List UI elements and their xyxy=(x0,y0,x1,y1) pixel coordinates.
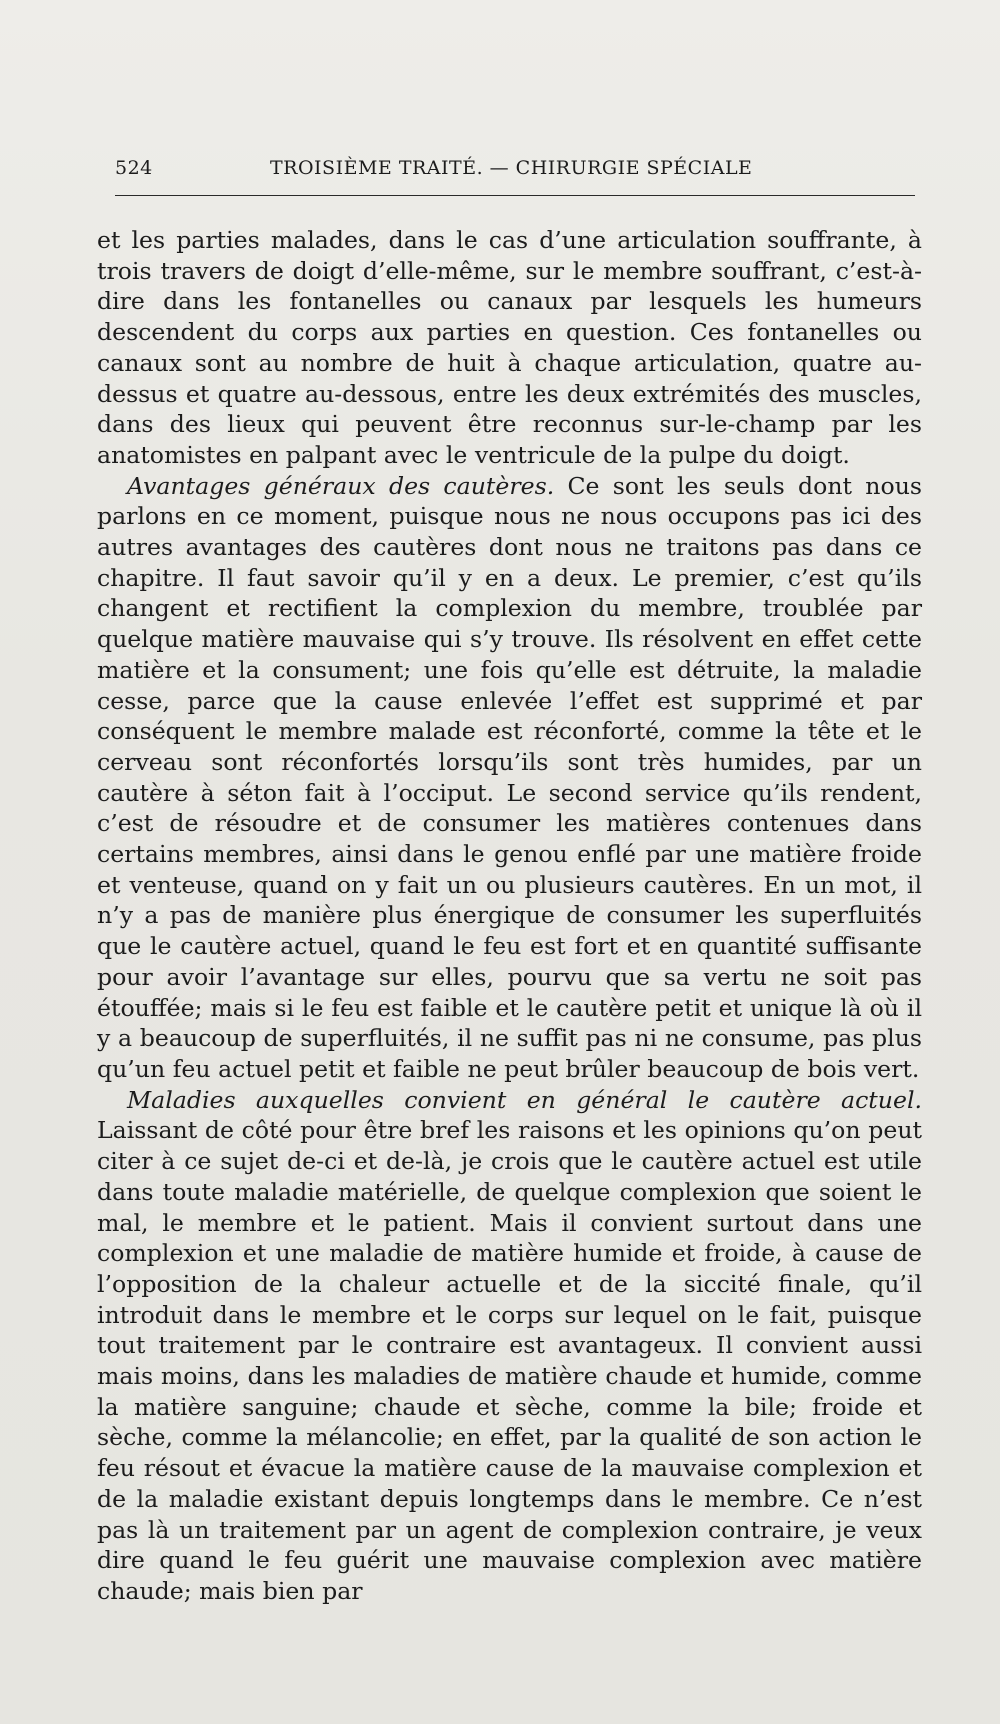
paragraph-diseases xyxy=(97,1085,922,1607)
paragraph-text: Laissant de côté pour être bref les raisons et les opinions qu’on peut citer à ce sujet de-ci et de-là, je crois que le cautère actuel est utile dans toute maladie matérielle, de quelque complexion que soient le mal, le membre et le patient. Mais il convient surtout dans une complexion et une maladie de matière humide et froide, à cause de l’opposition de la chaleur actuelle et de la siccité finale, qu’il introduit dans le membre et le corps sur lequel on le fait, puisque tout traitement par le contraire est avantageux. Il convient aussi mais moins, dans les maladies de matière chaude et humide, comme la matière sanguine; chaude et sèche, comme la bile; froide et sèche, comme la mélancolie; en effet, par la qualité de son action le feu résout et évacue la matière cause de la mauvaise complexion et de la maladie existant depuis longtemps dans le membre. Ce n’est pas là un traitement par un agent de complexion contraire, je veux dire quand le feu guérit une mauvaise complexion avec matière chaude; mais bien par xyxy=(97,1116,922,1605)
running-title: TROISIÈME TRAITÉ. — CHIRURGIE SPÉCIALE xyxy=(270,157,753,179)
header-rule xyxy=(115,195,915,196)
section-heading: Maladies auxquelles convient en général le cautère actuel. xyxy=(127,1085,922,1114)
running-head xyxy=(115,157,915,187)
section-heading: Avantages généraux des cautères. xyxy=(127,471,555,500)
body-text xyxy=(97,225,922,1607)
paragraph-continuation xyxy=(97,225,922,471)
paragraph-advantages xyxy=(97,471,922,1085)
paragraph-text: Ce sont les seuls dont nous parlons en ce moment, puisque nous ne nous occupons pas ici des autres avantages des cautères dont nous ne traitons pas dans ce chapitre. Il faut savoir qu’il y en a deux. Le premier, c’est qu’ils changent et rectifient la complexion du membre, troublée par quelque matière mauvaise qui s’y trouve. Ils résolvent en effet cette matière et la consument; une fois qu’elle est détruite, la maladie cesse, parce que la cause enlevée l’effet est supprimé et par conséquent le membre malade est réconforté, comme la tête et le cerveau sont réconfortés lorsqu’ils sont très humides, par un cautère à séton fait à l’occiput. Le second service qu’ils rendent, c’est de résoudre et de consumer les matières contenues dans certains membres, ainsi dans le genou enflé par une matière froide et venteuse, quand on y fait un ou plusieurs cautères. En un mot, il n’y a pas de manière plus énergique de consumer les superfluités que le cautère actuel, quand le feu est fort et en quantité suffisante pour avoir l’avantage sur elles, pourvu que sa vertu ne soit pas étouffée; mais si le feu est faible et le cautère petit et unique là où il y a beaucoup de superfluités, il ne suffit pas ni ne consume, pas plus qu’un feu actuel petit et faible ne peut brûler beaucoup de bois vert. xyxy=(97,471,922,1083)
page-number: 524 xyxy=(115,157,153,179)
paragraph-text: et les parties malades, dans le cas d’une articulation souffrante, à trois travers de doigt d’elle-même, sur le membre souffrant, c’est-à-dire dans les fontanelles ou canaux par lesquels les humeurs descendent du corps aux parties en question. Ces fontanelles ou canaux sont au nombre de huit à chaque articulation, quatre au-dessus et quatre au-dessous, entre les deux extrémités des muscles, dans des lieux qui peuvent être reconnus sur-le-champ par les anatomistes en palpant avec le ventricule de la pulpe du doigt. xyxy=(97,226,922,469)
